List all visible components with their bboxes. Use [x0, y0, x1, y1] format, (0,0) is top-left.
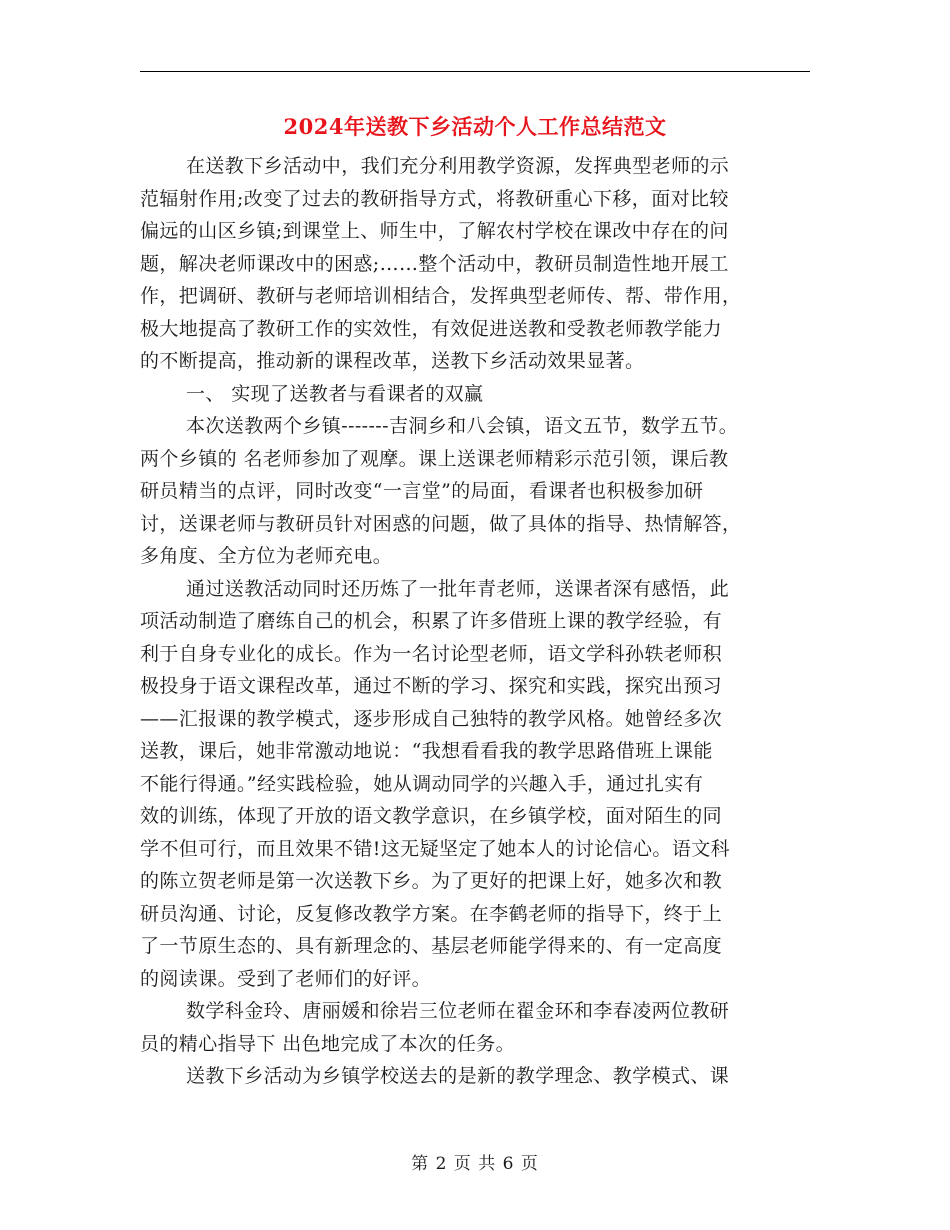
text-line: 利于自身专业化的成长。作为一名讨论型老师，语文学科孙轶老师积 — [140, 642, 723, 665]
text-line: 了一节原生态的、具有新理念的、基层老师能学得来的、有一定高度 — [140, 935, 723, 957]
text-line: 通过送教活动同时还历炼了一批年青老师，送课者深有感悟，此 — [186, 577, 730, 600]
text-line: 范辐射作用;改变了过去的教研指导方式，将教研重心下移，面对比较 — [140, 187, 729, 210]
text-line: ——汇报课的教学模式，逐步形成自己独特的教学风格。她曾经多次 — [140, 707, 723, 730]
text-line: 研员沟通、讨论，反复修改教学方案。在李鹤老师的指导下，终于上 — [140, 902, 723, 925]
text-line: 一、 实现了送教者与看课者的双赢 — [186, 382, 484, 405]
text-line: 讨，送课老师与教研员针对困惑的问题，做了具体的指导、热情解答， — [140, 512, 742, 535]
text-line: 研员精当的点评，同时改变“一言堂”的局面，看课者也积极参加研 — [140, 480, 704, 502]
text-line: 题，解决老师课改中的困惑;……整个活动中，教研员制造性地开展工 — [140, 252, 729, 275]
text-line: 员的精心指导下 出色地完成了本次的任务。 — [140, 1032, 516, 1055]
text-line: 项活动制造了磨练自己的机会，积累了许多借班上课的教学经验，有 — [140, 610, 723, 632]
text-line: 作，把调研、教研与老师培训相结合，发挥典型老师传、帮、带作用， — [140, 285, 742, 307]
document-title: 2024年送教下乡活动个人工作总结范文 — [283, 114, 667, 139]
text-line: 的阅读课。受到了老师们的好评。 — [140, 967, 432, 990]
text-line: 送教，课后，她非常激动地说：“我想看看我的教学思路借班上课能 — [140, 740, 713, 762]
text-line: 极投身于语文课程改革，通过不断的学习、探究和实践，探究出预习 — [140, 675, 723, 697]
header-rule — [140, 71, 810, 72]
text-line: 的陈立贺老师是第一次送教下乡。为了更好的把课上好，她多次和教 — [140, 870, 723, 892]
text-line: 两个乡镇的 名老师参加了观摩。课上送课老师精彩示范引领，课后教 — [140, 447, 729, 470]
text-line: 送教下乡活动为乡镇学校送去的是新的教学理念、教学模式、课 — [186, 1065, 730, 1087]
text-line: 在送教下乡活动中，我们充分利用教学资源，发挥典型老师的示 — [186, 155, 730, 177]
text-line: 不能行得通。”经实践检验，她从调动同学的兴趣入手，通过扎实有 — [140, 772, 704, 795]
text-line: 本次送教两个乡镇-------吉洞乡和八会镇，语文五节，数学五节。 — [186, 415, 739, 437]
text-line: 多角度、全方位为老师充电。 — [140, 545, 393, 567]
text-line: 效的训练，体现了开放的语文教学意识，在乡镇学校，面对陌生的同 — [140, 805, 723, 827]
text-line: 学不但可行，而且效果不错!这无疑坚定了她本人的讨论信心。语文科 — [140, 837, 731, 860]
document-body — [140, 150, 820, 1093]
text-line: 数学科金玲、唐丽媛和徐岩三位老师在翟金环和李春凌两位教研 — [186, 1000, 730, 1022]
text-line: 偏远的山区乡镇;到课堂上、师生中，了解农村学校在课改中存在的问 — [140, 220, 729, 242]
text-line: 的不断提高，推动新的课程改革，送教下乡活动效果显著。 — [140, 350, 645, 372]
text-line: 极大地提高了教研工作的实效性，有效促进送教和受教老师教学能力 — [140, 317, 723, 340]
page-number-footer: 第 2 页 共 6 页 — [411, 1154, 539, 1174]
